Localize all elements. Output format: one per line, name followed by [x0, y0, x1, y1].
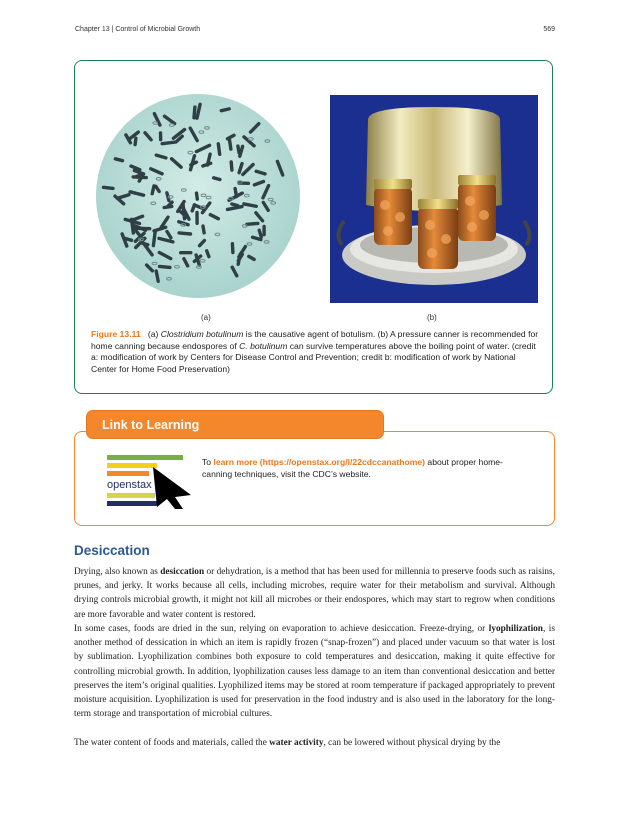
- link-to-learning-title: Link to Learning: [86, 410, 384, 439]
- bacterium-rod: [232, 204, 238, 206]
- panel-a-label: (a): [201, 313, 211, 322]
- species-name: C. botulinum: [239, 340, 288, 351]
- bacterium-rod: [253, 237, 261, 239]
- caption-text: can survive temperatures above the boiling point of water. (credit a: modification of work by Centers for Disease Control and Prevention; credit b: modification of work by National Center for Home Food Preservation): [91, 340, 536, 374]
- pressure-canner-photo: [330, 95, 538, 303]
- page-number: 569: [543, 26, 555, 33]
- caption-text: (a): [147, 329, 161, 339]
- paragraph-2: [74, 622, 555, 721]
- para-text: Drying, also known as: [74, 567, 161, 577]
- bacterium-rod: [218, 144, 219, 155]
- bacterium-rod: [153, 232, 155, 246]
- bacterium-rod: [162, 142, 176, 144]
- figure-13-11: [74, 60, 553, 394]
- panel-b-label: (b): [427, 313, 437, 322]
- link-to-learning-text: [202, 456, 532, 480]
- bacterium-rod: [247, 223, 258, 224]
- para-text: In some cases, foods are dried in the sun, relying on evaporation to achieve desiccation. Freeze-drying, or: [74, 624, 489, 634]
- bacterium-rod: [207, 251, 209, 257]
- bacterium-rod: [214, 178, 220, 180]
- bacterium-rod: [179, 233, 190, 234]
- bacterium-rod: [132, 219, 134, 233]
- bacterium-rod: [197, 193, 198, 199]
- ltl-text-after: about proper home-canning techniques, visit the CDC’s website.: [202, 457, 503, 479]
- bacterium-rod: [232, 244, 233, 253]
- bacterium-rod: [152, 186, 154, 194]
- paragraph-1: [74, 565, 555, 622]
- species-name: Clostridium botulinum: [160, 329, 244, 339]
- bacterium-rod: [231, 162, 232, 170]
- paragraph-3: [74, 736, 555, 750]
- bacterium-rod: [203, 226, 204, 233]
- bacterium-rod: [104, 187, 114, 188]
- learn-more-link[interactable]: learn more (https://openstax.org/l/22cdccanathome): [213, 457, 426, 467]
- caption-text: is the causative agent of botulism. (b) A pressure canner is recommended for home canning because endospores of: [91, 329, 539, 351]
- figure-number: Figure 13.11: [91, 329, 141, 339]
- bacterium-rod: [244, 204, 256, 206]
- para-text: or dehydration, is a method that has been used for millennia to preserve foods such as raisins, prunes, and jerky. It works because all cells, including microbes, require water for their metabolism and survival. Although drying controls microbial growth, it might not kill all microbes or their endospores, which may start to regrow when conditions are more favorable and water content is restored.: [74, 567, 555, 620]
- section-title: Desiccation: [74, 543, 150, 558]
- logo-wordmark: openstax: [107, 479, 152, 491]
- link-to-learning-box: [74, 431, 555, 526]
- openstax-logo: [105, 453, 193, 509]
- para-text: , is another method of dessication in which an item is rapidly frozen (“snap-frozen”) and placed under vacuum so that water is lost by sublimation. Lyophilization combines both exposure to cold temperatures and desiccation, making it quite effective for controlling microbial growth. In addition, lyophilization causes less damage to an item than conventional desiccation and better preserves the item’s original qualities. Lyophilized items may be stored at room temperature if packaged appropriately to prevent moisture acquisition. Lyophilization is used for preservation in the food industry and is also used in the laboratory for the long-term storage and transportation of microbial cultures.: [74, 624, 555, 720]
- key-term: water activity: [269, 738, 324, 748]
- ltl-text-before: To: [202, 457, 214, 467]
- bacterium-rod: [259, 230, 261, 237]
- figure-caption: [91, 329, 539, 375]
- para-text: , can be lowered without physical drying by the: [323, 738, 501, 748]
- clostridium-micrograph: [95, 93, 301, 299]
- para-text: The water content of foods and materials, called the: [74, 738, 270, 748]
- bacterium-rod: [156, 271, 158, 281]
- bacterium-rod: [115, 159, 122, 161]
- bacterium-rod: [194, 107, 195, 118]
- key-term: desiccation: [160, 567, 205, 577]
- bacterium-rod: [229, 139, 231, 149]
- bacterium-rod: [221, 109, 229, 111]
- key-term: lyophilization: [488, 624, 543, 634]
- bacterium-rod: [160, 266, 170, 267]
- bacterium-rod: [133, 177, 146, 178]
- chapter-title: Chapter 13 | Control of Microbial Growth: [75, 26, 201, 33]
- bacterium-rod: [135, 138, 136, 144]
- running-head: [75, 26, 555, 33]
- bacterium-rod: [238, 146, 239, 153]
